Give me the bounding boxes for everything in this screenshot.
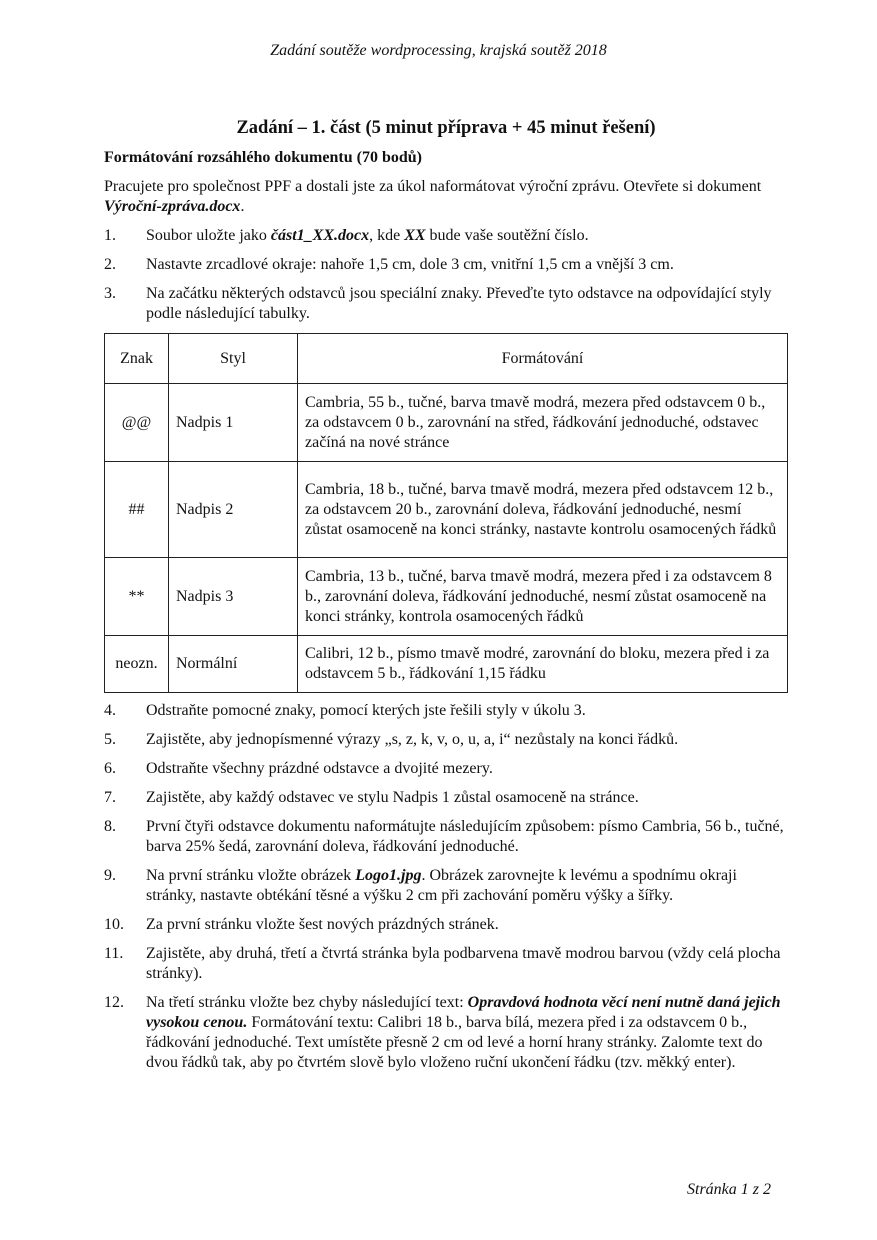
task-number: 2. [104, 256, 116, 273]
task-item-9 [104, 866, 788, 906]
task-filename: část1_XX.docx [270, 227, 370, 244]
task-number: 3. [104, 285, 116, 302]
task-text: Za první stránku vložte šest nových prázdných stránek. [146, 916, 499, 933]
task-item-6 [104, 759, 788, 779]
task-text-part: Formátování textu: Calibri 18 b., barva bílá, mezera před i za odstavcem 0 b., řádkování jednoduché. Text umístěte přesně 2 cm od levé a horní hrany stránky. Zalomte text do dvou řádků tak, aby po čtvrtém slově bylo vloženo ruční ukončení řádku (tzv. měkký enter). [146, 1014, 763, 1071]
task-text: Nastavte zrcadlové okraje: nahoře 1,5 cm, dole 3 cm, vnitřní 1,5 cm a vnější 3 cm. [146, 256, 674, 273]
cell-znak: @@ [105, 384, 169, 462]
table-row [105, 636, 788, 693]
page-title: Zadání – 1. část (5 minut příprava + 45 minut řešení) [236, 118, 656, 138]
cell-formatovani: Calibri, 12 b., písmo tmavě modré, zarovnání do bloku, mezera před i za odstavcem 5 b., řádkování 1,15 řádku [298, 636, 788, 693]
table-header-row [105, 334, 788, 384]
task-item-11 [104, 944, 788, 984]
task-item-2 [104, 255, 788, 275]
task-text: Odstraňte pomocné znaky, pomocí kterých jste řešili styly v úkolu 3. [146, 702, 586, 719]
column-header-styl: Styl [169, 334, 298, 384]
task-text: Odstraňte všechny prázdné odstavce a dvojité mezery. [146, 760, 493, 777]
task-number: 9. [104, 867, 116, 884]
task-text-part: . Obrázek zarovnejte k levému a spodnímu okraji stránky, nastavte obtékání těsné a výšku 2 cm při zachování poměru výšky a šířky. [146, 867, 737, 904]
task-text-part: , kde [369, 227, 405, 244]
cell-styl: Nadpis 1 [169, 384, 298, 462]
styles-table [104, 333, 788, 693]
task-text: První čtyři odstavce dokumentu naformátujte následujícím způsobem: písmo Cambria, 56 b., tučné, barva 25% šedá, zarovnání doleva, řádkování jednoduché. [146, 818, 784, 855]
task-text [146, 866, 788, 906]
task-text [146, 993, 788, 1073]
cell-formatovani: Cambria, 13 b., tučné, barva tmavě modrá, mezera před i za odstavcem 8 b., zarovnání doleva, řádkování jednoduché, nesmí zůstat osamoceně na konci stránky, kontrola osamocených řádků [298, 558, 788, 636]
task-text: Zajistěte, aby druhá, třetí a čtvrtá stránka byla podbarvena tmavě modrou barvou (vždy celá plocha stránky). [146, 945, 781, 982]
task-number: 6. [104, 760, 116, 777]
task-item-12 [104, 993, 788, 1073]
intro-paragraph [104, 177, 788, 217]
task-number: 11. [104, 945, 124, 962]
task-item-7 [104, 788, 788, 808]
task-number: 5. [104, 731, 116, 748]
column-header-znak: Znak [105, 334, 169, 384]
cell-styl: Normální [169, 636, 298, 693]
task-filename: Logo1.jpg [355, 867, 422, 884]
cell-styl: Nadpis 3 [169, 558, 298, 636]
intro-text: Pracujete pro společnost PPF a dostali jste za úkol naformátovat výroční zprávu. Otevřete si dokument [104, 178, 762, 195]
running-header: Zadání soutěže wordprocessing, krajská soutěž 2018 [270, 42, 607, 59]
task-item-8 [104, 817, 788, 857]
cell-formatovani: Cambria, 18 b., tučné, barva tmavě modrá, mezera před odstavcem 12 b., za odstavcem 20 b., zarovnání doleva, řádkování jednoduché, nesmí zůstat osamoceně na konci stránky, nastavte kontrolu osamocených řádků [298, 462, 788, 558]
task-number: 7. [104, 789, 116, 806]
intro-end: . [240, 198, 245, 215]
task-text [146, 226, 788, 246]
task-text-part: Na třetí stránku vložte bez chyby následující text: [146, 994, 468, 1011]
task-text: Zajistěte, aby každý odstavec ve stylu Nadpis 1 zůstal osamoceně na stránce. [146, 789, 639, 806]
task-item-4 [104, 701, 788, 721]
cell-znak: neozn. [105, 636, 169, 693]
task-item-5 [104, 730, 788, 750]
table-row [105, 558, 788, 636]
task-placeholder: XX [404, 227, 426, 244]
task-text-part: Soubor uložte jako [146, 227, 271, 244]
task-item-1 [104, 226, 788, 246]
document-content [104, 116, 788, 1082]
table-row [105, 462, 788, 558]
task-text: Zajistěte, aby jednopísmenné výrazy „s, z, k, v, o, u, a, i“ nezůstaly na konci řádků. [146, 731, 679, 748]
table-row [105, 384, 788, 462]
task-text: Na začátku některých odstavců jsou speciální znaky. Převeďte tyto odstavce na odpovídající styly podle následující tabulky. [146, 285, 772, 322]
intro-filename: Výroční-zpráva.docx [104, 198, 241, 215]
task-text-part: bude vaše soutěžní číslo. [425, 227, 589, 244]
task-item-3 [104, 284, 788, 324]
cell-znak: ** [105, 558, 169, 636]
task-number: 8. [104, 818, 116, 835]
task-number: 10. [104, 916, 124, 933]
cell-znak: ## [105, 462, 169, 558]
task-number: 1. [104, 227, 116, 244]
task-item-10 [104, 915, 788, 935]
task-number: 4. [104, 702, 116, 719]
cell-formatovani: Cambria, 55 b., tučné, barva tmavě modrá, mezera před odstavcem 0 b., za odstavcem 0 b., zarovnání na střed, řádkování jednoduché, odstavec začíná na nové stránce [298, 384, 788, 462]
task-text-part: Na první stránku vložte obrázek [146, 867, 356, 884]
section-subtitle: Formátování rozsáhlého dokumentu (70 bodů) [104, 149, 422, 166]
cell-styl: Nadpis 2 [169, 462, 298, 558]
task-number: 12. [104, 994, 124, 1011]
task-quote: Opravdová hodnota věcí není nutně daná jejich vysokou cenou. [146, 994, 781, 1031]
page-number-footer: Stránka 1 z 2 [687, 1181, 771, 1198]
column-header-formatovani: Formátování [298, 334, 788, 384]
